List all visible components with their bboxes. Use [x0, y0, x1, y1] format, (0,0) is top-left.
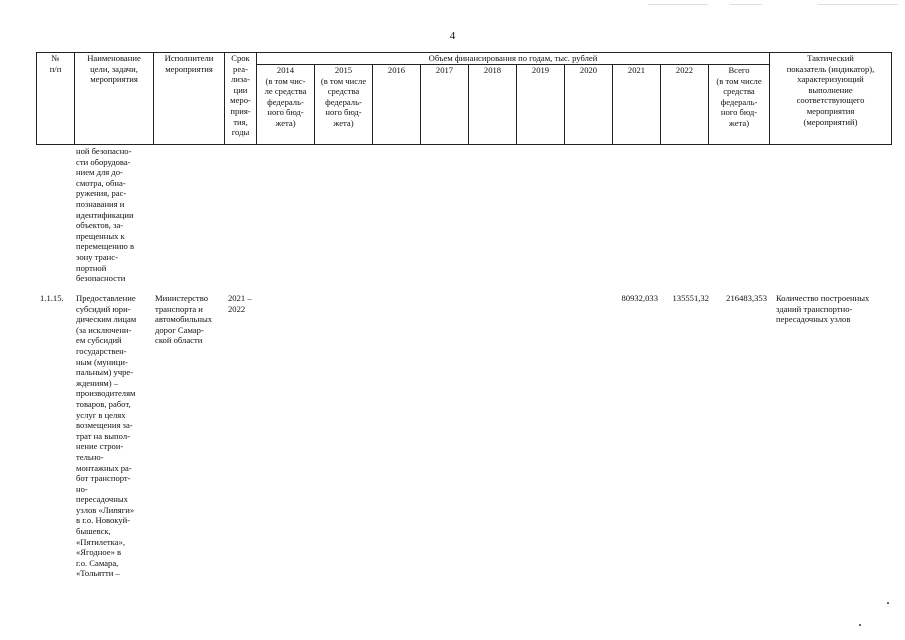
funding-table-header — [36, 52, 892, 145]
table-header — [36, 52, 892, 145]
scan-artifact — [818, 4, 898, 5]
page-number: 4 — [449, 30, 456, 42]
header-year-2014: 2014 (в том чис- ле средства федераль- ного бюд- жета) — [257, 65, 315, 145]
row-value-2021: 80932,033 — [621, 293, 658, 303]
header-year-2022: 2022 — [661, 65, 709, 145]
scan-artifact — [730, 4, 762, 5]
scan-speck — [859, 624, 861, 626]
header-year-2017: 2017 — [421, 65, 469, 145]
row-value-2022: 135551,32 — [672, 293, 709, 303]
header-term: Срок реа- лиза- ции меро- прия- тия, годы — [225, 53, 257, 145]
header-total: Всего (в том числе средства федераль- ного бюд- жета) — [709, 65, 770, 145]
row-value-total: 216483,353 — [726, 293, 767, 303]
header-year-2018: 2018 — [469, 65, 517, 145]
header-executors: Исполнители мероприятия — [154, 53, 225, 145]
header-year-2016: 2016 — [373, 65, 421, 145]
header-name: Наименование цели, задачи, мероприятия — [75, 53, 154, 145]
continued-row-name: ной безопасно- сти оборудова- нием для до- смотра, обна- ружения, рас- познавания и идентификации объектов, за- прещенных к перемещению в зону транс- портной безопасности — [76, 146, 135, 284]
header-year-2019: 2019 — [517, 65, 565, 145]
scan-artifact — [648, 4, 708, 5]
row-number: 1.1.15. — [40, 293, 64, 303]
header-num: № п/п — [37, 53, 75, 145]
header-funding-title: Объем финансирования по годам, тыс. рублей — [257, 53, 770, 65]
row-executor: Министерство транспорта и автомобильных дорог Самар- ской области — [155, 293, 213, 346]
header-year-2020: 2020 — [565, 65, 613, 145]
row-name: Предоставление субсидий юри- дическим лицам (за исключени- ем субсидий государствен- ным (муници- пальным) учре- ждениям) – производителям товаров, работ, услуг в целях возмещения за- трат на выпол- нение строи- тельно- монтажных ра- бот транспорт- но- пересадочных узлов «Липяги» в г.о. Новокуй- бышевск, «Пятилетка», «Ягодное» в г.о. Самара, «Тольятти – — [76, 293, 137, 579]
header-indicator: Тактический показатель (индикатор), характеризующий выполнение соответствующего мероприятия (мероприятий) — [770, 53, 892, 145]
header-year-2021: 2021 — [613, 65, 661, 145]
scan-speck — [887, 602, 889, 604]
row-term: 2021 – 2022 — [228, 293, 252, 314]
row-indicator: Количество построенных зданий транспортно- пересадочных узлов — [776, 293, 870, 325]
header-year-2015: 2015 (в том числе средства федераль- ного бюд- жета) — [315, 65, 373, 145]
